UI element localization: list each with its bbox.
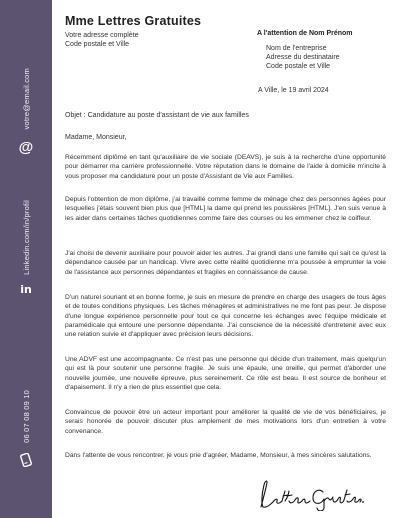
paragraph-4: D'un naturel souriant et en bonne forme, je suis en mesure de prendre en charge des usagers de tous âges et de toutes conditions physiques. Les tâches ménagères et administratives ne me font pas peur. Je dispose d'une longue expérience personnelle pour tout ce qui concerne les échanges avec l'équipe médicale et paramédicale qui entoure une personne dépendante. J'ai conscience de la nécessité d'entretenir avec eux une relation suivie et d'appliquer avec précision leurs décisions.: [65, 294, 386, 339]
phone-text[interactable]: 06 07 08 09 10: [21, 390, 31, 443]
recipient-city: Code postale et Ville: [266, 63, 331, 70]
linkedin-text[interactable]: Linkedin.com/in/profil: [21, 200, 31, 275]
paragraph-2: Depuis l'obtention de mon diplôme, j'ai travaillé comme femme de ménage chez des personnes âgées pour lesquelles j'étais souvent bien plus que [HTML] la dame qui prend les poussières [HTML]. J'en suis venue à les aider dans certaines tâches quotidiennes comme faire des courses ou les emmener chez le coiffeur.: [65, 196, 386, 222]
recipient-attention: A l'attention de Nom Prénom: [257, 30, 353, 37]
paragraph-1: Récemment diplômé en tant qu'auxiliaire de vie sociale (DEAVS), je suis à la recherche d'une opportunité pour démarrer ma carrière professionnelle. Votre réputation dans le domaine de l'aide à domicile m'incite à vous proposer ma candidature pour un poste d'Assistant de Vie aux Familles.: [65, 154, 386, 180]
salutation: Madame, Monsieur,: [65, 134, 127, 141]
letter-date: A Ville, le 19 avril 2024: [258, 87, 329, 94]
linkedin-block: [0, 200, 52, 296]
paragraph-7: Dans l'attente de vous rencontrer, je vous prie d'agréer, Madame, Monsieur, à mes sincères salutations.: [65, 452, 372, 459]
sender-name: Mme Lettres Gratuites: [65, 14, 202, 28]
paragraph-3: J'ai choisi de devenir auxiliaire pour pouvoir aider les autres. J'ai grandi dans une famille qui sait ce qu'est la dépendance causée par un handicap. Vivre avec cette réalité quotidienne m'a poussée à emprunter la voie de l'assistance aux personnes dépendantes et fragiles en connaissance de cause.: [65, 250, 386, 276]
letter-subject: Objet : Candidature au poste d'assistant de vie aux familles: [65, 112, 249, 119]
at-icon: @: [18, 139, 34, 157]
recipient-address: Adresse du destinataire: [266, 54, 340, 61]
linkedin-icon: in: [20, 282, 32, 296]
recipient-company: Nom de l'entreprise: [266, 45, 327, 52]
phone-icon: [20, 453, 32, 467]
email-block: [0, 68, 52, 156]
sender-address: Votre adresse complète: [65, 32, 139, 39]
sender-city: Code postale et Ville: [65, 41, 130, 48]
handwritten-signature: [255, 477, 365, 511]
phone-block: [0, 390, 52, 467]
paragraph-6: Convaincue de pouvoir être un acteur important pour améliorer la qualité de vie de vos bénéficiaires, je serais honorée de pouvoir discuter plus amplement de mes motivations lors d'un entretien à votre convenance.: [65, 409, 386, 435]
contact-sidebar: [0, 0, 52, 518]
paragraph-5: Une ADVF est une accompagnante. Ce n'est pas une personne qui décide d'un traitement, mais quelqu'un qui est là pour soutenir une personne fragile. Je suis une épaule, une oreille, qui permet d'aborder une nouvelle journée, une nouvelle épreuve, plus sereinement. Ce rôle est beau. Il est source de bonheur et d'apaisement. Il n'y a rien de plus essentiel que cela.: [65, 356, 386, 391]
email-text[interactable]: votre@email.com: [21, 68, 31, 130]
